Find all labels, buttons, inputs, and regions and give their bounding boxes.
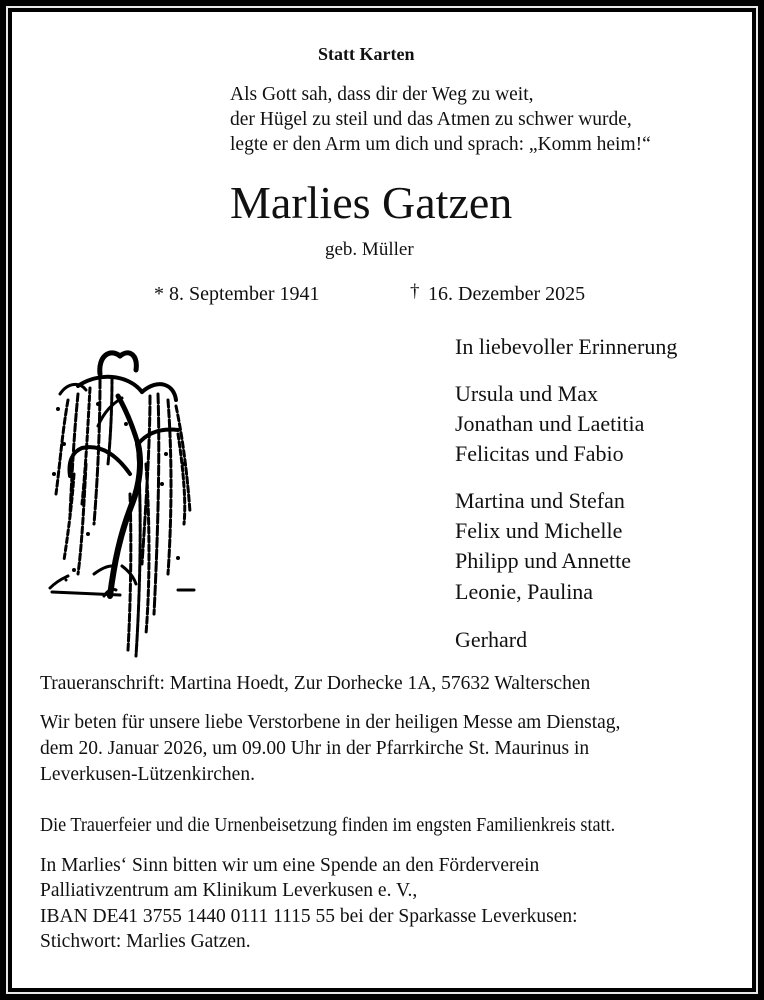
obituary-notice bbox=[12, 12, 752, 988]
ceremony-note: Die Trauerfeier und die Urnenbeisetzung finden im engsten Familienkreis statt. bbox=[40, 815, 616, 836]
death-date: 16. Dezember 2025 bbox=[428, 283, 586, 305]
donation-line: Palliativzentrum am Klinikum Leverkusen e. V., bbox=[40, 880, 418, 901]
cross-icon: † bbox=[410, 281, 420, 302]
mass-line: dem 20. Januar 2026, um 09.00 Uhr in der Pfarrkirche St. Maurinus in bbox=[40, 738, 590, 759]
weeping-willow-icon bbox=[38, 334, 198, 664]
poem-line: der Hügel zu steil und das Atmen zu schwer wurde, bbox=[230, 109, 632, 130]
mourner-line: Martina und Stefan bbox=[455, 488, 625, 513]
mourner-line: Felicitas und Fabio bbox=[455, 441, 624, 466]
mourner-line: Leonie, Paulina bbox=[455, 579, 594, 604]
mourner-line: Gerhard bbox=[455, 627, 528, 652]
donation-line: Stichwort: Marlies Gatzen. bbox=[40, 931, 251, 952]
maiden-name: geb. Müller bbox=[325, 239, 414, 260]
mourner-line: Ursula und Max bbox=[455, 381, 598, 406]
birth-date: * 8. September 1941 bbox=[154, 283, 320, 305]
deceased-name: Marlies Gatzen bbox=[230, 177, 513, 228]
donation-line: IBAN DE41 3755 1440 0111 1115 55 bei der Sparkasse Leverkusen: bbox=[40, 906, 578, 927]
mourning-address: Traueranschrift: Martina Hoedt, Zur Dorhecke 1A, 57632 Walterschen bbox=[40, 673, 591, 694]
mourners-intro: In liebevoller Erinnerung bbox=[455, 334, 678, 359]
poem-line: Als Gott sah, dass dir der Weg zu weit, bbox=[230, 84, 534, 105]
mass-line: Leverkusen-Lützenkirchen. bbox=[40, 764, 255, 785]
mourner-line: Jonathan und Laetitia bbox=[455, 411, 645, 436]
mass-line: Wir beten für unsere liebe Verstorbene in der heiligen Messe am Dienstag, bbox=[40, 712, 621, 733]
mourner-line: Felix und Michelle bbox=[455, 518, 623, 543]
header-statt-karten: Statt Karten bbox=[318, 44, 415, 64]
poem-line: legte er den Arm um dich und sprach: „Komm heim!“ bbox=[230, 134, 651, 155]
mourner-line: Philipp und Annette bbox=[455, 548, 631, 573]
donation-line: In Marlies‘ Sinn bitten wir um eine Spende an den Förderverein bbox=[40, 855, 540, 876]
